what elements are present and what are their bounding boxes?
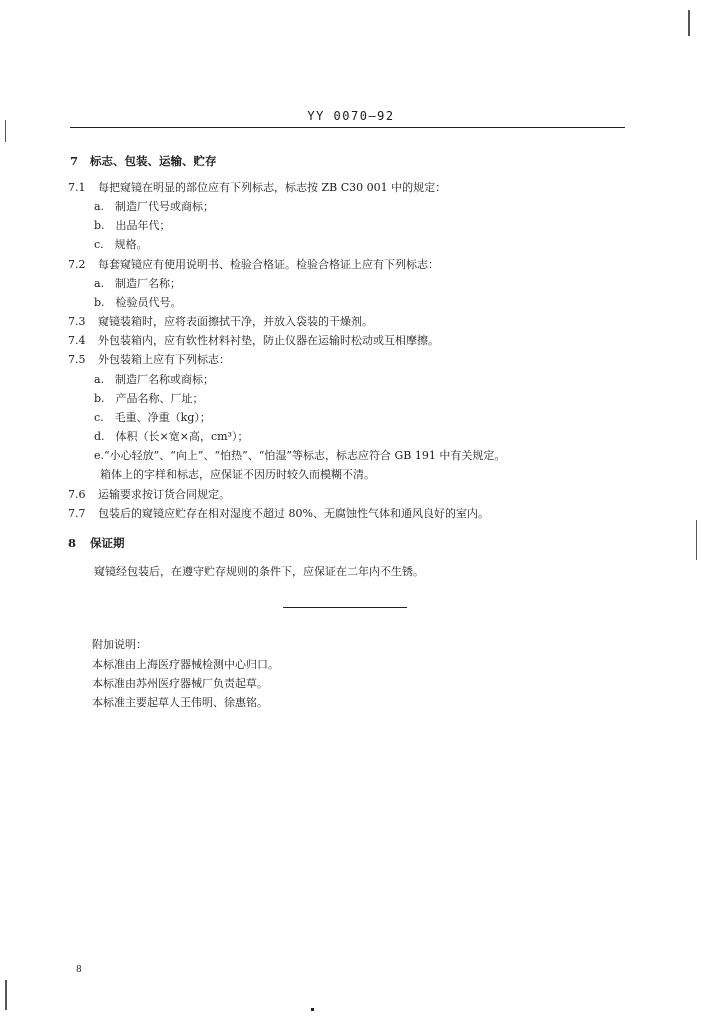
clause-7-6 [68,488,230,502]
clause-8-text: 窥镜经包装后，在遵守贮存规则的条件下，应保证在二年内不生锈。 [94,565,424,578]
list-item-7-5-d: d. 体积（长×宽×高，cm³）； [94,430,249,443]
additional-note-line: 本标准由苏州医疗器械厂负责起草。 [92,677,268,690]
clause-number: 7.1 [68,181,86,194]
standard-code-header: YY 0070—92 [307,109,395,123]
scan-edge-mark [5,980,7,1010]
clause-7-5-note: 箱体上的字样和标志，应保证不因历时较久而模糊不清。 [100,468,375,481]
section-title: 标志、包装、运输、贮存 [90,154,217,168]
end-rule [283,607,407,608]
additional-notes-title: 附加说明： [92,638,147,651]
list-item-7-2-b: b. 检验员代号。 [94,296,182,309]
additional-note-line: 本标准主要起草人王伟明、徐惠铭。 [92,696,268,709]
scan-edge-mark [688,10,690,36]
clause-text: 包装后的窥镜应贮存在相对湿度不超过 80%、无腐蚀性气体和通风良好的室内。 [98,507,489,520]
clause-7-7 [68,507,489,521]
page-number: 8 [76,965,82,975]
clause-text: 外包装箱上应有下列标志： [98,353,230,366]
list-item-7-1-c: c. 规格。 [94,238,148,251]
list-item-7-1-b: b. 出品年代； [94,219,171,232]
clause-7-4 [68,334,439,348]
clause-number: 7.2 [68,258,86,271]
scan-edge-mark [696,520,697,560]
clause-7-2 [68,258,439,272]
footer-dot [311,1008,314,1011]
clause-text: 运输要求按订货合同规定。 [98,488,230,501]
clause-number: 7.4 [68,334,86,347]
section-number: 7 [70,154,79,168]
clause-7-1 [68,181,446,195]
clause-number: 7.5 [68,353,86,366]
clause-text: 外包装箱内，应有软性材料衬垫，防止仪器在运输时松动或互相摩擦。 [98,334,439,347]
list-item-7-5-a: a. 制造厂名称或商标； [94,373,215,386]
list-item-7-1-a: a. 制造厂代号或商标； [94,200,215,213]
section-title: 保证期 [90,536,125,550]
clause-number: 7.6 [68,488,86,501]
clause-number: 7.3 [68,315,86,328]
clause-7-5 [68,353,230,367]
clause-text: 每套窥镜应有使用说明书、检验合格证。检验合格证上应有下列标志： [98,258,439,271]
list-item-7-2-a: a. 制造厂名称； [94,277,182,290]
clause-7-3 [68,315,373,329]
clause-number: 7.7 [68,507,86,520]
list-item-7-5-c: c. 毛重、净重（kg）； [94,411,211,424]
clause-text: 每把窥镜在明显的部位应有下列标志，标志按 ZB C30 001 中的规定： [98,181,447,194]
list-item-7-5-e: e.“小心轻放”、“向上”、“怕热”、“怕湿”等标志，标志应符合 GB 191 中有关规定。 [94,449,506,462]
section-8-heading [68,535,125,551]
additional-note-line: 本标准由上海医疗器械检测中心归口。 [92,658,279,671]
list-item-7-5-b: b. 产品名称、厂址； [94,392,204,405]
scan-edge-mark [5,120,6,142]
section-7-heading [70,153,217,169]
section-number: 8 [68,536,77,550]
clause-text: 窥镜装箱时，应将表面擦拭干净，并放入袋装的干燥剂。 [98,315,373,328]
header-rule [70,127,625,128]
